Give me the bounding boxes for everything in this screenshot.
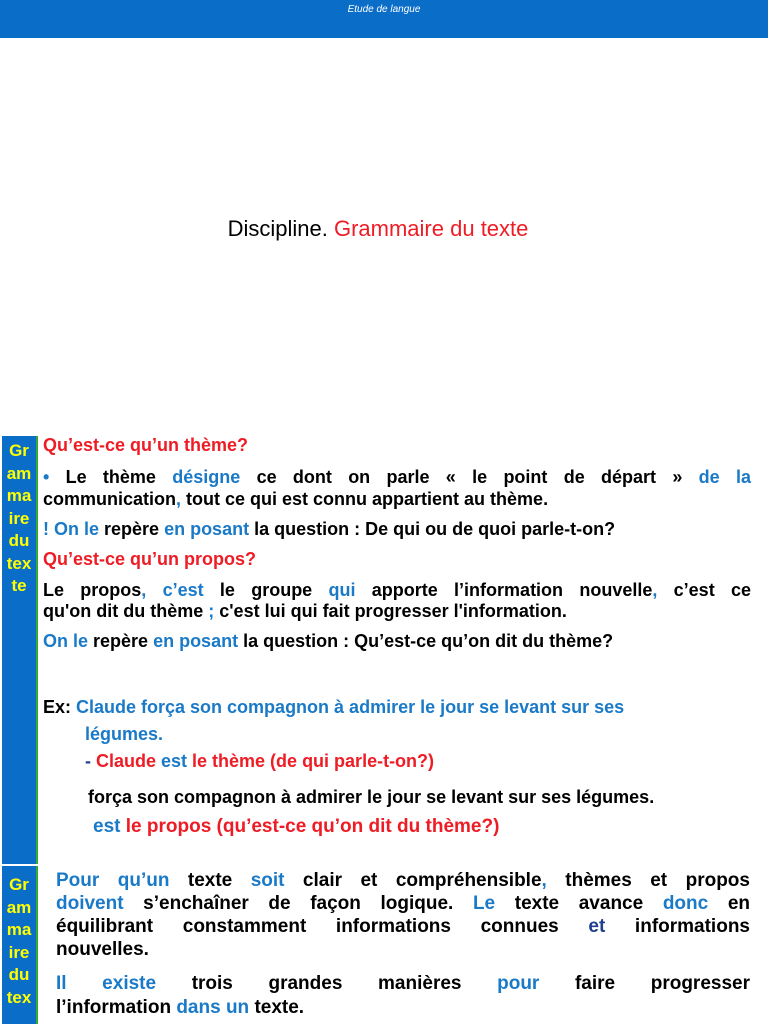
text-segment: Il existe [56, 973, 157, 994]
sidebar-letter: Gr [9, 875, 29, 894]
text-segment: ! On le [43, 519, 100, 539]
sidebar-letter: ire [8, 942, 30, 962]
text-segment: texte avance [495, 893, 663, 914]
text-segment: en posant [153, 631, 239, 651]
example-line-2: légumes. [85, 724, 164, 744]
text-segment: et [588, 916, 606, 937]
sidebar-letter: tex [6, 987, 32, 1007]
text-segment: Claude [96, 751, 162, 771]
text-segment: donc [662, 893, 709, 914]
propos-definition-line-2 [43, 600, 751, 622]
text-segment: en posant [164, 519, 250, 539]
sidebar-letter: du [8, 965, 30, 984]
sidebar-label-1 [2, 436, 38, 864]
example-line-1 [43, 696, 751, 718]
header-title: Etude de langue [347, 4, 421, 15]
progression-line-5 [56, 972, 750, 995]
text-segment: , [541, 870, 547, 891]
text-segment: , [652, 580, 658, 600]
text-segment: Le propos [43, 580, 142, 600]
sidebar-letter: ire [8, 508, 30, 528]
text-segment: repère [88, 631, 154, 651]
page-title [0, 216, 756, 242]
text-segment: trois grandes manières [156, 973, 498, 994]
text-segment: ce dont on parle « le point de départ » [240, 467, 699, 487]
text-segment: qui [328, 580, 356, 600]
text-segment: désigne [172, 467, 241, 487]
sidebar-letter: ma [6, 486, 32, 505]
title-prefix: Discipline. [227, 216, 328, 241]
sidebar-letter: tex [6, 553, 32, 573]
text-segment: le thème (de qui parle-t-on?) [187, 751, 435, 771]
text-segment: c’est ce [657, 580, 751, 600]
text-segment: c’est [162, 580, 204, 600]
theme-definition-line-1 [43, 466, 751, 488]
text-segment: la question : Qu’est-ce qu’on dit du thème? [238, 631, 614, 651]
progression-line-4: nouvelles. [56, 939, 149, 960]
bullet: • [43, 467, 66, 487]
text-segment: ; [208, 601, 215, 621]
text-segment: de la [698, 467, 751, 487]
text-segment: est [93, 816, 121, 837]
example-propos [93, 816, 753, 838]
text-segment: en [708, 893, 750, 914]
text-segment: , [141, 580, 163, 600]
text-segment: doivent [56, 893, 124, 914]
text-segment: Le thème [65, 467, 173, 487]
text-segment: informations [605, 916, 750, 937]
example-propos-text: força son compagnon à admirer le jour se levant sur ses légumes. [88, 787, 655, 807]
dash: - [85, 751, 96, 771]
text-segment: apporte l’information nouvelle [355, 580, 653, 600]
text-segment: tout ce qui est connu appartient au thème. [181, 489, 549, 509]
text-segment: faire progresser [539, 973, 750, 994]
sidebar-letter: du [8, 531, 30, 550]
text-segment: Pour qu’un [56, 870, 170, 891]
text-segment: le propos (qu’est-ce qu’on dit du thème?) [120, 816, 500, 837]
text-segment: l’information [56, 997, 177, 1018]
propos-definition-line-1 [43, 579, 751, 601]
example-sentence: Claude força son compagnon à admirer le jour se levant sur ses [76, 697, 625, 717]
text-segment: On le [43, 631, 89, 651]
text-segment: équilibrant constamment informations connues [56, 916, 589, 937]
text-segment: qu'on dit du thème [43, 601, 209, 621]
text-segment: thèmes et propos [546, 870, 750, 891]
sidebar-letter: am [6, 897, 32, 917]
progression-line-2 [56, 892, 750, 915]
header-bar [0, 0, 768, 38]
question-theme: Qu’est-ce qu’un thème? [43, 435, 249, 455]
title-main: Grammaire du texte [333, 216, 529, 241]
example-label: Ex: [43, 697, 77, 717]
text-segment: est [161, 751, 188, 771]
question-propos: Qu’est-ce qu’un propos? [43, 549, 257, 569]
sidebar-letter: am [6, 463, 32, 483]
progression-line-3 [56, 915, 750, 938]
text-segment: le groupe [203, 580, 329, 600]
example-theme [85, 750, 745, 772]
sidebar-letter: Gr [9, 441, 29, 460]
sidebar-letter: ma [6, 920, 32, 939]
text-segment: pour [497, 973, 540, 994]
progression-line-6 [56, 996, 750, 1019]
text-segment: communication [43, 489, 177, 509]
sidebar-label-2 [2, 866, 38, 1024]
text-segment: soit [250, 870, 285, 891]
text-segment: dans un [176, 997, 250, 1018]
text-segment: s’enchaîner de façon logique. [123, 893, 473, 914]
sidebar-letter: te [11, 576, 27, 595]
theme-method [43, 518, 751, 540]
text-segment: c'est lui qui fait progresser l'information. [214, 601, 567, 621]
text-segment: texte [169, 870, 251, 891]
text-segment: la question : De qui ou de quoi parle-t-on? [249, 519, 616, 539]
text-segment: repère [99, 519, 165, 539]
propos-method [43, 630, 751, 652]
text-segment: Le [472, 893, 496, 914]
text-segment: texte. [249, 997, 305, 1018]
theme-definition-line-2 [43, 488, 751, 510]
text-segment: clair et compréhensible [284, 870, 542, 891]
progression-line-1 [56, 869, 750, 892]
text-segment: , [176, 489, 182, 509]
